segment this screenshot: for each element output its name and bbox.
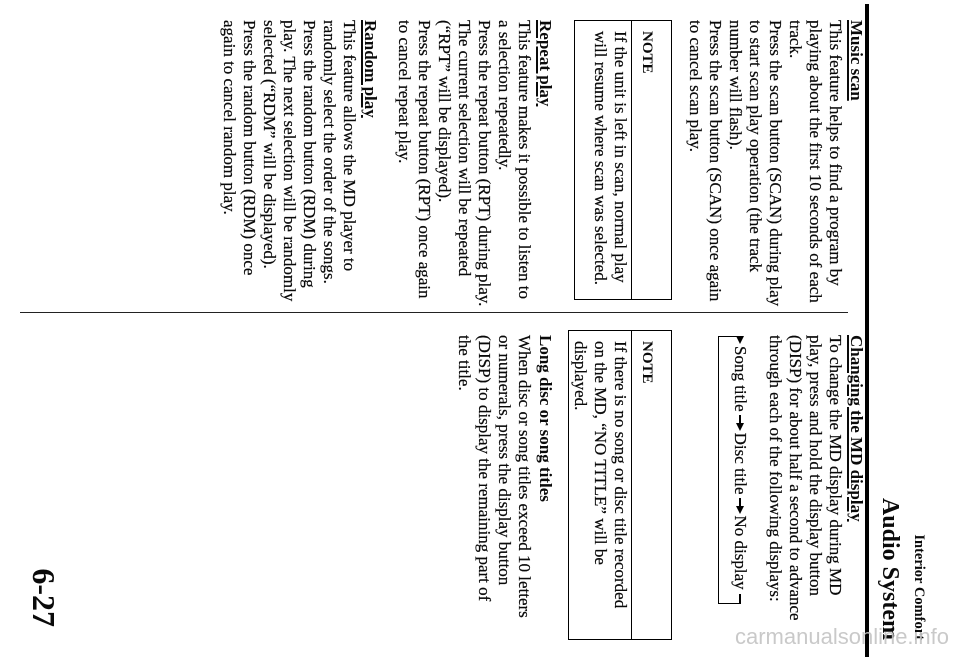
long-titles-text-line: or numerals, press the display button	[495, 335, 514, 586]
connector-line	[739, 498, 741, 506]
repeat-play-text-line: The current selection will be repeated	[455, 20, 474, 277]
music-scan-text-line: number will flash).	[726, 20, 745, 150]
long-titles-text-line: the title.	[455, 335, 474, 391]
title-note-text-line: If there is no song or disc title recorded	[611, 341, 630, 609]
repeat-play-text-line: to cancel repeat play.	[395, 20, 414, 164]
repeat-play-text-line: Press the repeat button (RPT) during play.	[475, 20, 494, 307]
scan-note-label: NOTE	[631, 21, 671, 299]
music-scan-section	[685, 20, 866, 306]
title-note-text-line: displayed.	[571, 341, 590, 411]
long-titles-section	[454, 335, 555, 618]
changing-display-text-line: through each of the following displays:	[766, 335, 785, 602]
watermark: carmanualsonline.info	[735, 624, 950, 649]
title-note-box	[568, 330, 672, 640]
title-note-text-line: on the MD, “NO TITLE” will be	[591, 341, 610, 565]
long-titles-heading: Long disc or song titles	[536, 335, 555, 502]
scan-note-text-line: If the unit is left in scan, normal play	[611, 31, 630, 283]
connector-line	[739, 594, 741, 604]
cycle-item-disc-title: Disc title	[731, 432, 750, 495]
scan-note-box	[574, 20, 672, 300]
repeat-play-text-line: Press the repeat button (RPT) once again	[415, 20, 434, 299]
random-play-text-line: Press the random button (RDM) once	[240, 20, 259, 276]
changing-display-text-line: To change the MD display during MD	[826, 335, 845, 596]
random-play-text-line: again to cancel random play.	[220, 20, 239, 215]
repeat-play-text-line: (“RPT” will be displayed).	[435, 20, 454, 203]
music-scan-text-line: track.	[786, 20, 805, 59]
random-play-text-line: Press the random button (RDM) during	[300, 20, 319, 288]
scan-note-body	[590, 21, 631, 299]
header-title: Audio System	[877, 497, 903, 640]
music-scan-text-line: to cancel scan play.	[686, 20, 705, 152]
random-play-text-line: selected (“RDM” will be displayed).	[260, 20, 279, 269]
cycle-item-song-title: Song title	[731, 346, 750, 412]
music-scan-text-line: Press the scan button (SCAN) during play	[766, 20, 785, 307]
display-cycle-diagram	[730, 336, 750, 604]
changing-display-text-line: (DISP) for about half a second to advance	[786, 335, 805, 621]
long-titles-text-line: (DISP) to display the remaining part of	[475, 335, 494, 602]
random-play-text-line: This feature allows the MD player to	[340, 20, 359, 272]
random-play-text-line: randomly select the order of the songs.	[320, 20, 339, 284]
header-section-label: Interior Comfort	[911, 534, 927, 640]
repeat-play-text-line: This feature makes it possible to listen to	[515, 20, 534, 300]
arrow-right-icon	[736, 336, 744, 344]
repeat-play-section	[394, 20, 555, 306]
music-scan-text-line: to start scan play operation (the track	[746, 20, 765, 273]
music-scan-text-line: Press the scan button (SCAN) once again	[706, 20, 725, 302]
title-note-label: NOTE	[631, 331, 671, 639]
long-titles-text-line: When disc or song titles exceed 10 letters	[515, 335, 534, 618]
music-scan-heading: Music scan	[847, 20, 866, 101]
random-play-section	[219, 20, 380, 301]
column-divider	[20, 312, 848, 313]
music-scan-text-line: playing about the first 10 seconds of each	[806, 20, 825, 303]
cycle-item-no-display: No display	[731, 515, 750, 590]
changing-display-text-line: play, press and hold the display button	[806, 335, 825, 596]
random-play-heading: Random play	[361, 20, 380, 118]
arrow-right-icon	[736, 423, 744, 431]
connector-line	[739, 415, 741, 423]
arrow-right-icon	[736, 506, 744, 514]
random-play-text-line: play. The next selection will be randomly	[280, 20, 299, 302]
changing-display-section	[765, 335, 866, 621]
repeat-play-text-line: a selection repeatedly.	[495, 20, 514, 171]
changing-display-heading: Changing the MD display	[847, 335, 866, 522]
scan-note-text-line: will resume where scan was selected.	[591, 31, 610, 285]
title-note-body	[570, 331, 631, 639]
music-scan-text-line: This feature helps to find a program by	[826, 20, 845, 286]
repeat-play-heading: Repeat play	[536, 20, 555, 107]
page-number: 6-27	[26, 568, 62, 627]
